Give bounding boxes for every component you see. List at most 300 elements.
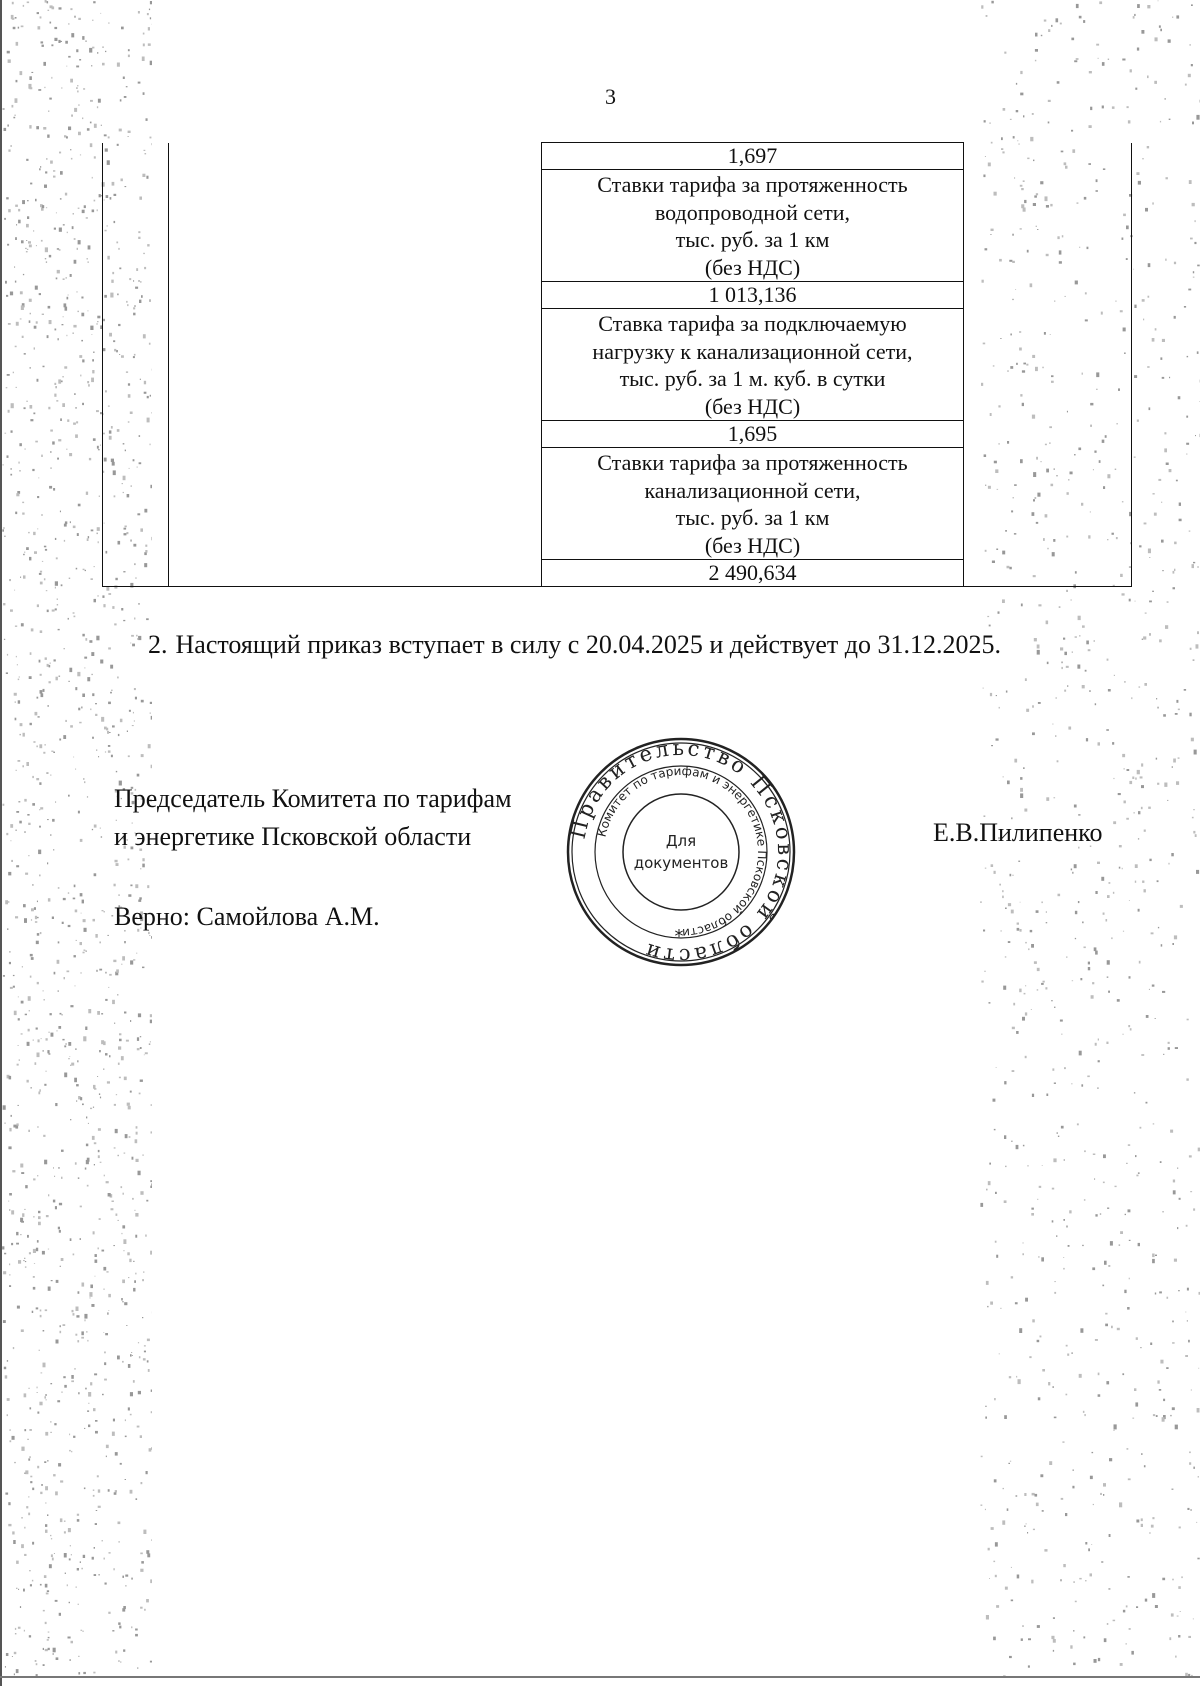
scan-speck bbox=[1066, 1345, 1068, 1347]
scan-speck bbox=[82, 36, 84, 40]
scan-speck bbox=[85, 570, 86, 571]
scan-speck bbox=[1189, 531, 1191, 532]
scan-speck bbox=[44, 1575, 47, 1578]
scan-speck bbox=[1090, 107, 1092, 110]
scan-speck bbox=[95, 1420, 98, 1422]
scan-speck bbox=[11, 430, 13, 432]
scan-speck bbox=[20, 723, 23, 726]
scan-speck bbox=[48, 898, 51, 901]
scan-speck bbox=[33, 1216, 35, 1217]
scan-speck bbox=[134, 618, 135, 620]
scan-speck bbox=[146, 118, 148, 121]
scan-speck bbox=[1145, 1599, 1147, 1602]
scan-speck bbox=[102, 1540, 103, 1541]
scan-speck bbox=[90, 143, 93, 147]
scan-speck bbox=[151, 936, 152, 939]
scan-speck bbox=[1090, 1476, 1093, 1479]
clause-text: Настоящий приказ вступает в силу с 20.04.2025 и действует до 31.12.2025. bbox=[175, 630, 1002, 659]
scan-speck bbox=[1006, 691, 1008, 693]
scan-speck bbox=[114, 623, 116, 625]
scan-speck bbox=[1048, 1382, 1050, 1385]
scan-speck bbox=[1173, 1579, 1174, 1581]
scan-speck bbox=[999, 1353, 1000, 1354]
scan-speck bbox=[29, 1429, 32, 1431]
scan-speck bbox=[66, 449, 67, 450]
scan-speck bbox=[1122, 754, 1125, 757]
scan-speck bbox=[1064, 1159, 1065, 1160]
scan-speck bbox=[45, 1071, 46, 1072]
scan-speck bbox=[1166, 1367, 1168, 1369]
scan-speck bbox=[124, 1012, 126, 1014]
scan-speck bbox=[70, 79, 73, 83]
scan-speck bbox=[1058, 894, 1061, 897]
scan-speck bbox=[1004, 1135, 1006, 1139]
scan-speck bbox=[980, 1203, 983, 1207]
scan-speck bbox=[127, 731, 128, 733]
scan-speck bbox=[1031, 944, 1034, 948]
scan-speck bbox=[111, 690, 113, 691]
scan-speck bbox=[70, 521, 71, 523]
scan-speck bbox=[1140, 1127, 1142, 1129]
scan-speck bbox=[995, 1192, 997, 1194]
scan-speck bbox=[138, 1391, 141, 1394]
scan-speck bbox=[53, 1474, 56, 1476]
scan-speck bbox=[1128, 1478, 1131, 1480]
scan-speck bbox=[52, 1558, 54, 1561]
scan-speck bbox=[73, 526, 76, 529]
scan-speck bbox=[87, 310, 88, 311]
scan-speck bbox=[29, 1010, 30, 1011]
scan-speck bbox=[1082, 685, 1085, 688]
scan-speck bbox=[22, 966, 23, 968]
scan-speck bbox=[8, 410, 10, 413]
scan-speck bbox=[78, 811, 80, 814]
scan-speck bbox=[64, 648, 65, 649]
scan-speck bbox=[77, 1060, 78, 1062]
scan-speck bbox=[74, 955, 76, 957]
scan-speck bbox=[1033, 1529, 1035, 1530]
scan-speck bbox=[1095, 1339, 1098, 1341]
scan-speck bbox=[129, 1259, 131, 1262]
scan-speck bbox=[145, 1052, 148, 1054]
scan-speck bbox=[1194, 242, 1196, 244]
scan-speck bbox=[1107, 895, 1110, 898]
scan-speck bbox=[63, 278, 65, 280]
scan-speck bbox=[29, 76, 32, 80]
scan-speck bbox=[9, 1264, 10, 1266]
scan-speck bbox=[1083, 1636, 1085, 1638]
scan-speck bbox=[101, 1040, 104, 1044]
scan-speck bbox=[26, 547, 29, 550]
scan-speck bbox=[105, 1333, 108, 1335]
scan-speck bbox=[1026, 709, 1029, 712]
scan-speck bbox=[34, 326, 37, 329]
scan-speck bbox=[55, 802, 56, 803]
scan-speck bbox=[30, 405, 33, 409]
scan-speck bbox=[110, 665, 113, 669]
scan-speck bbox=[989, 625, 991, 627]
scan-speck bbox=[73, 898, 76, 900]
scan-speck bbox=[136, 1132, 138, 1135]
scan-speck bbox=[1034, 638, 1037, 641]
scan-speck bbox=[24, 353, 26, 355]
scan-speck bbox=[78, 18, 81, 20]
scan-speck bbox=[144, 1609, 146, 1611]
scan-speck bbox=[1185, 84, 1187, 86]
scan-speck bbox=[100, 828, 101, 829]
scan-speck bbox=[30, 1476, 32, 1478]
scan-speck bbox=[126, 86, 128, 87]
scan-speck bbox=[2, 1246, 4, 1249]
scan-speck bbox=[37, 1240, 39, 1243]
scan-speck bbox=[1170, 1415, 1171, 1416]
table-cell-notes bbox=[964, 143, 1132, 587]
scan-speck bbox=[29, 1635, 31, 1637]
scan-speck bbox=[1060, 647, 1063, 650]
scan-speck bbox=[62, 922, 64, 924]
scan-speck bbox=[39, 1402, 42, 1406]
scan-speck bbox=[143, 1271, 144, 1272]
scan-speck bbox=[18, 220, 21, 224]
scan-speck bbox=[43, 689, 45, 692]
scan-speck bbox=[1089, 690, 1091, 691]
scan-speck bbox=[1103, 1494, 1104, 1496]
scan-speck bbox=[143, 1154, 144, 1156]
scan-speck bbox=[1068, 1245, 1070, 1247]
scan-speck bbox=[1030, 137, 1033, 141]
scan-speck bbox=[89, 1292, 92, 1297]
scan-speck bbox=[39, 826, 41, 828]
scan-speck bbox=[1156, 758, 1157, 760]
scan-speck bbox=[1060, 23, 1062, 25]
scan-speck bbox=[1149, 859, 1151, 861]
scan-speck bbox=[1152, 202, 1154, 204]
scan-speck bbox=[1117, 1328, 1120, 1330]
scan-speck bbox=[1125, 1214, 1126, 1215]
scan-speck bbox=[18, 1045, 19, 1046]
scan-speck bbox=[5, 1666, 6, 1668]
scan-speck bbox=[1078, 616, 1081, 620]
scan-speck bbox=[83, 1036, 86, 1041]
scan-speck bbox=[92, 737, 94, 739]
scan-speck bbox=[1190, 648, 1192, 650]
scan-speck bbox=[108, 1294, 111, 1297]
scan-speck bbox=[1138, 909, 1140, 912]
scan-speck bbox=[28, 1513, 30, 1516]
scan-speck bbox=[989, 1578, 990, 1579]
scan-speck bbox=[102, 910, 104, 911]
scan-speck bbox=[989, 1163, 991, 1165]
scan-speck bbox=[58, 1167, 60, 1169]
scan-speck bbox=[1039, 1186, 1042, 1188]
scan-speck bbox=[1042, 1369, 1045, 1372]
scan-speck bbox=[118, 734, 120, 736]
scan-speck bbox=[129, 710, 131, 712]
scan-speck bbox=[1172, 1342, 1175, 1344]
scan-speck bbox=[54, 1423, 56, 1425]
scan-speck bbox=[1113, 1430, 1114, 1431]
scan-speck bbox=[1173, 587, 1176, 589]
scan-speck bbox=[136, 635, 138, 637]
scan-speck bbox=[68, 618, 69, 620]
scan-speck bbox=[1066, 666, 1069, 668]
scan-speck bbox=[1083, 20, 1085, 23]
scan-speck bbox=[53, 849, 54, 850]
scan-speck bbox=[1024, 993, 1026, 995]
scan-speck bbox=[1188, 1674, 1190, 1676]
scan-speck bbox=[43, 1135, 45, 1137]
scan-speck bbox=[984, 816, 986, 817]
scan-speck bbox=[1071, 1083, 1072, 1084]
scan-speck bbox=[103, 604, 105, 607]
scan-speck bbox=[74, 108, 77, 112]
scan-speck bbox=[1184, 689, 1186, 691]
scan-speck bbox=[30, 1407, 32, 1409]
scan-speck bbox=[1056, 18, 1059, 22]
scan-speck bbox=[1175, 1047, 1178, 1049]
scan-speck bbox=[1007, 781, 1010, 785]
scan-speck bbox=[94, 599, 97, 602]
scan-speck bbox=[14, 693, 17, 696]
scan-speck bbox=[1162, 377, 1165, 379]
scan-speck bbox=[3, 108, 5, 109]
scan-speck bbox=[1158, 479, 1161, 481]
scan-speck bbox=[148, 932, 150, 934]
scan-speck bbox=[51, 1554, 53, 1557]
scan-speck bbox=[1129, 1240, 1131, 1241]
scan-speck bbox=[1191, 1390, 1192, 1391]
scan-speck bbox=[134, 1210, 135, 1211]
scan-speck bbox=[1088, 1548, 1090, 1551]
scan-speck bbox=[1137, 4, 1140, 8]
scan-speck bbox=[1144, 683, 1147, 686]
scan-speck bbox=[105, 972, 106, 974]
scan-speck bbox=[1016, 1376, 1017, 1378]
scan-speck bbox=[30, 367, 31, 369]
scan-speck bbox=[1174, 569, 1175, 571]
scan-speck bbox=[84, 1314, 87, 1319]
scan-speck bbox=[83, 569, 85, 570]
scan-speck bbox=[38, 1216, 41, 1219]
scan-speck bbox=[123, 1649, 125, 1651]
scan-speck bbox=[21, 1033, 23, 1034]
scan-speck bbox=[4, 536, 5, 537]
scan-speck bbox=[1101, 877, 1104, 881]
scan-speck bbox=[987, 616, 989, 617]
scan-speck bbox=[64, 1553, 67, 1558]
scan-speck bbox=[1136, 1520, 1139, 1523]
scan-speck bbox=[80, 893, 83, 896]
scan-speck bbox=[1073, 1581, 1074, 1583]
scan-speck bbox=[134, 1280, 136, 1283]
scan-speck bbox=[132, 1198, 133, 1200]
scan-speck bbox=[1020, 902, 1021, 903]
scan-speck bbox=[133, 1261, 134, 1262]
scan-speck bbox=[77, 85, 78, 86]
scan-speck bbox=[144, 1351, 146, 1353]
scan-speck bbox=[88, 1009, 91, 1013]
scan-speck bbox=[89, 1298, 90, 1299]
scan-speck bbox=[53, 488, 55, 491]
scan-speck bbox=[59, 739, 61, 741]
scan-speck bbox=[58, 629, 60, 630]
scan-speck bbox=[50, 834, 52, 836]
scan-speck bbox=[6, 295, 8, 297]
scan-speck bbox=[1145, 613, 1147, 614]
scan-speck bbox=[1153, 1414, 1155, 1416]
scan-speck bbox=[1134, 812, 1135, 813]
scan-speck bbox=[1096, 44, 1099, 46]
scan-speck bbox=[39, 744, 42, 748]
scan-speck bbox=[52, 441, 55, 444]
scan-speck bbox=[70, 149, 71, 150]
scan-speck bbox=[1089, 125, 1092, 128]
scan-speck bbox=[98, 1506, 101, 1508]
scan-speck bbox=[1102, 62, 1105, 66]
scan-speck bbox=[35, 441, 38, 443]
scan-speck bbox=[37, 12, 39, 14]
scan-speck bbox=[1013, 136, 1015, 138]
scan-speck bbox=[35, 921, 37, 923]
scan-speck bbox=[118, 895, 119, 896]
scan-speck bbox=[83, 1631, 84, 1632]
scan-speck bbox=[7, 455, 9, 458]
scan-speck bbox=[1073, 1470, 1074, 1471]
scan-speck bbox=[1141, 1518, 1143, 1521]
scan-speck bbox=[18, 1589, 19, 1590]
scan-speck bbox=[61, 1014, 62, 1016]
scan-speck bbox=[87, 796, 88, 797]
scan-speck bbox=[1129, 900, 1130, 901]
scan-speck bbox=[98, 449, 100, 450]
scan-speck bbox=[32, 469, 34, 471]
scan-speck bbox=[12, 1170, 15, 1172]
scan-speck bbox=[50, 1432, 52, 1433]
scan-speck bbox=[48, 10, 50, 11]
scan-speck bbox=[16, 322, 19, 326]
scan-speck bbox=[87, 381, 89, 383]
scan-speck bbox=[40, 571, 42, 573]
scan-speck bbox=[89, 48, 92, 53]
scan-speck bbox=[104, 1379, 107, 1381]
scan-speck bbox=[112, 1432, 115, 1436]
scan-speck bbox=[10, 1430, 11, 1431]
scan-speck bbox=[107, 731, 109, 734]
scan-speck bbox=[1061, 1498, 1064, 1500]
scan-speck bbox=[90, 709, 91, 711]
scan-speck bbox=[74, 1368, 75, 1369]
scan-speck bbox=[30, 419, 33, 421]
scan-speck bbox=[123, 77, 125, 80]
scan-speck bbox=[1027, 1165, 1029, 1166]
scan-speck bbox=[118, 1660, 120, 1662]
scan-speck bbox=[29, 1456, 31, 1458]
scan-speck bbox=[70, 725, 73, 727]
scan-speck bbox=[1098, 1394, 1101, 1397]
scan-speck bbox=[59, 152, 61, 154]
seal-outer-text: Правительство Псковской области bbox=[565, 736, 797, 968]
scan-speck bbox=[67, 1584, 68, 1586]
scan-speck bbox=[81, 1331, 84, 1335]
scan-speck bbox=[43, 1664, 45, 1666]
scan-speck bbox=[56, 557, 58, 559]
scan-speck bbox=[70, 1005, 73, 1007]
scan-speck bbox=[1016, 1145, 1019, 1149]
scan-speck bbox=[993, 1561, 995, 1562]
scan-speck bbox=[981, 5, 983, 8]
scan-speck bbox=[140, 1569, 143, 1572]
scan-speck bbox=[82, 1283, 85, 1287]
scan-speck bbox=[61, 1150, 64, 1152]
scan-speck bbox=[1010, 119, 1012, 120]
scan-speck bbox=[124, 96, 127, 98]
scan-speck bbox=[18, 1260, 21, 1264]
scan-speck bbox=[1021, 604, 1023, 607]
scan-speck bbox=[1197, 351, 1199, 354]
scan-speck bbox=[30, 723, 32, 725]
scan-speck bbox=[1074, 60, 1077, 62]
scan-speck bbox=[1098, 1658, 1100, 1661]
scan-speck bbox=[108, 1193, 111, 1197]
scan-speck bbox=[65, 193, 67, 196]
scan-speck bbox=[1109, 1534, 1111, 1537]
scan-speck bbox=[1079, 16, 1082, 19]
scan-speck bbox=[151, 1104, 152, 1106]
scan-speck bbox=[1188, 1636, 1191, 1638]
scan-speck bbox=[1134, 305, 1136, 308]
scan-speck bbox=[30, 1087, 32, 1088]
scan-speck bbox=[91, 652, 94, 656]
scan-speck bbox=[97, 1011, 100, 1015]
scan-speck bbox=[92, 47, 94, 49]
scan-speck bbox=[1180, 905, 1183, 908]
scan-speck bbox=[1169, 469, 1172, 472]
scan-speck bbox=[142, 858, 144, 861]
scan-speck bbox=[1195, 220, 1196, 222]
scan-speck bbox=[28, 823, 30, 825]
scan-speck bbox=[1149, 1532, 1150, 1533]
scan-speck bbox=[37, 604, 39, 607]
scan-speck bbox=[46, 772, 48, 773]
scan-speck bbox=[141, 754, 144, 757]
scan-speck bbox=[140, 1036, 141, 1037]
scan-speck bbox=[96, 750, 97, 751]
scan-speck bbox=[1035, 33, 1038, 37]
scan-speck bbox=[991, 1527, 994, 1530]
scan-speck bbox=[1052, 1386, 1054, 1388]
scan-speck bbox=[123, 1606, 126, 1609]
scan-speck bbox=[1197, 1558, 1199, 1560]
scan-speck bbox=[60, 171, 63, 175]
scan-speck bbox=[986, 1189, 987, 1191]
scan-speck bbox=[55, 1491, 58, 1495]
scan-speck bbox=[27, 1235, 29, 1238]
scan-speck bbox=[1072, 652, 1073, 653]
scan-speck bbox=[37, 1412, 39, 1414]
scan-speck bbox=[41, 41, 44, 43]
scan-speck bbox=[74, 616, 76, 618]
scan-speck bbox=[55, 587, 56, 589]
scan-speck bbox=[105, 1053, 108, 1055]
scan-speck bbox=[93, 1408, 96, 1411]
scan-speck bbox=[1104, 1261, 1107, 1265]
scan-speck bbox=[93, 1, 95, 3]
scan-speck bbox=[111, 1208, 114, 1210]
scan-speck bbox=[1113, 778, 1114, 779]
scan-speck bbox=[60, 418, 62, 421]
scan-speck bbox=[1173, 1190, 1176, 1194]
scan-speck bbox=[55, 386, 57, 388]
